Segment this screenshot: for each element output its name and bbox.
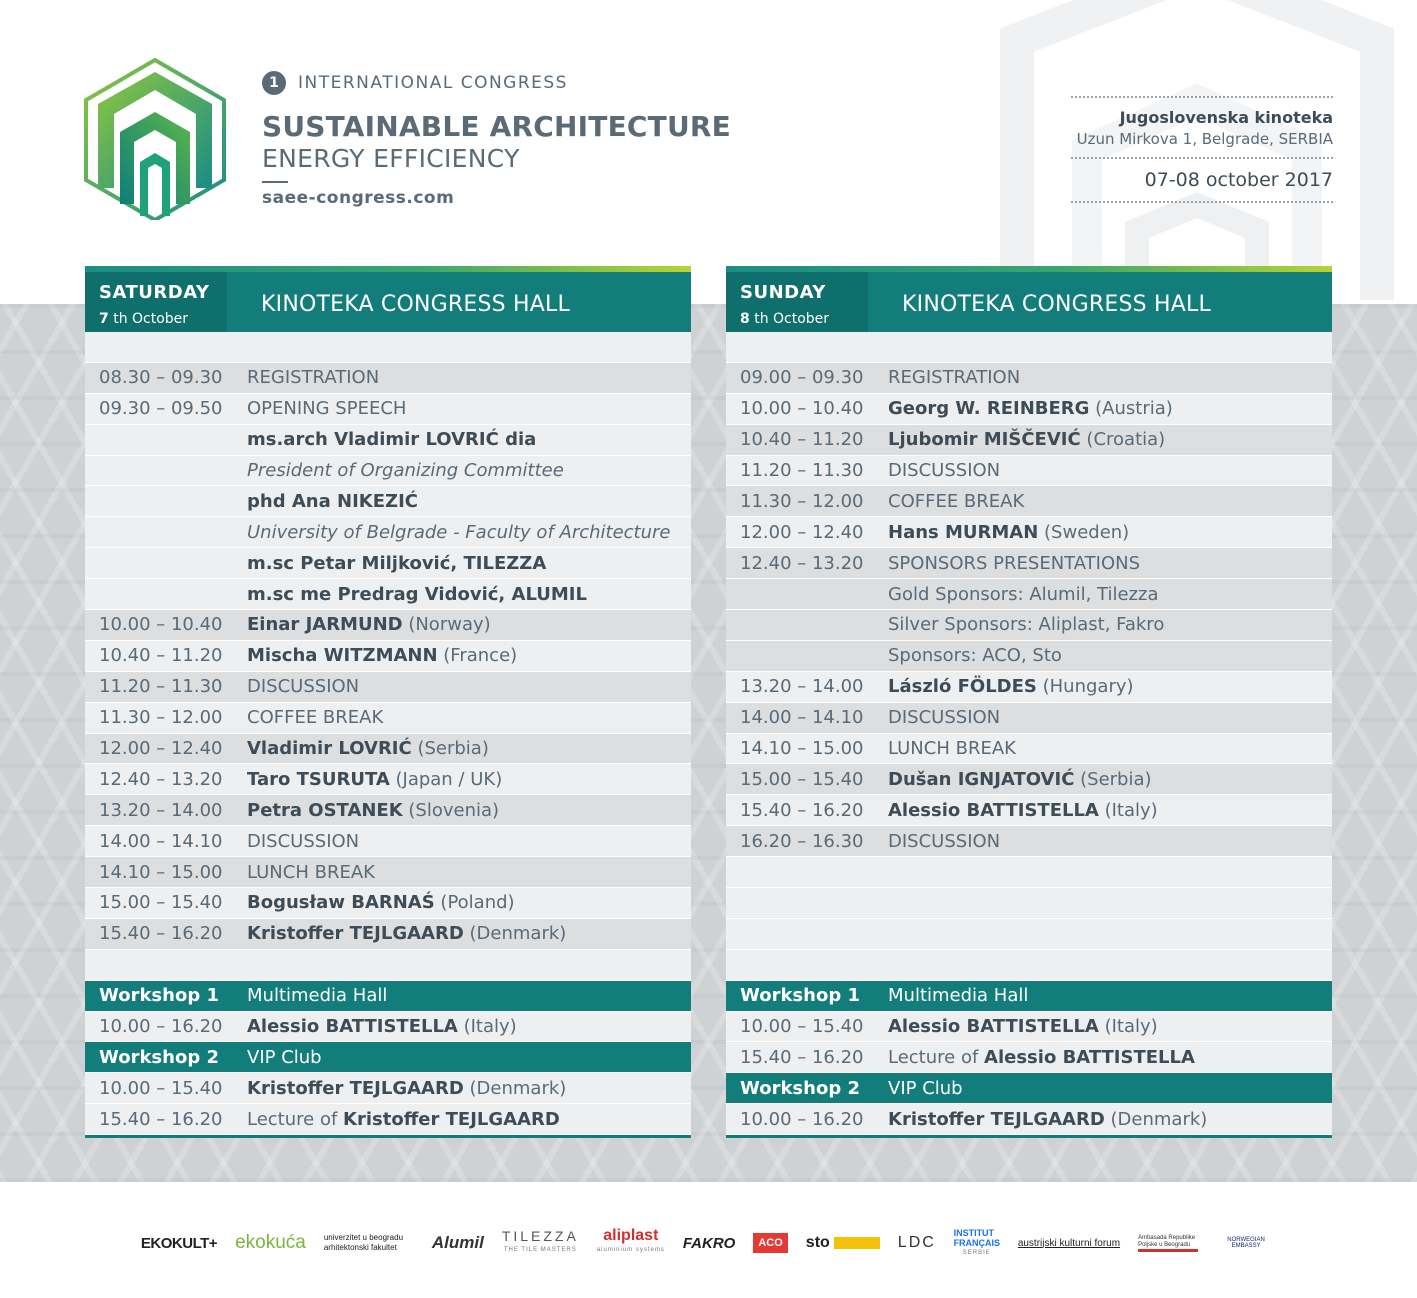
sunday-header xyxy=(726,272,1332,332)
session-row xyxy=(85,456,691,487)
session-row xyxy=(85,363,691,394)
session-row xyxy=(726,1042,1332,1073)
session-content xyxy=(888,831,1332,852)
sponsor-subtitle: aluminium systems xyxy=(596,1247,665,1253)
session-content xyxy=(888,522,1332,543)
session-row xyxy=(85,672,691,703)
session-row xyxy=(85,734,691,765)
session-content xyxy=(247,738,691,759)
day-box xyxy=(85,272,227,332)
speaker-name: ms.arch Vladimir LOVRIĆ dia xyxy=(247,429,537,451)
session-row xyxy=(85,764,691,795)
session-time: 15.00 – 15.40 xyxy=(99,892,223,914)
workshop-hall: VIP Club xyxy=(888,1077,963,1099)
sponsor-name: LDC xyxy=(897,1234,936,1251)
session-title: REGISTRATION xyxy=(247,367,380,389)
workshop-label: Workshop 2 xyxy=(740,1077,860,1099)
session-row xyxy=(726,610,1332,641)
speaker-name: Petra OSTANEK xyxy=(247,799,403,821)
speaker-country: (Poland) xyxy=(434,892,515,914)
speaker-name: Alessio BATTISTELLA xyxy=(888,1016,1099,1038)
session-content xyxy=(888,1016,1332,1037)
session-row xyxy=(85,857,691,888)
sponsor-name: aliplast xyxy=(603,1227,659,1244)
session-content xyxy=(888,1047,1332,1068)
session-content xyxy=(247,584,691,605)
session-title: Gold Sponsors: Alumil, Tilezza xyxy=(888,583,1159,605)
session-time: 10.40 – 11.20 xyxy=(740,429,864,451)
empty-row xyxy=(726,888,1332,919)
sponsor-name: univerzitet u beogradu arhitektonski fakultet xyxy=(323,1233,404,1252)
session-content xyxy=(888,429,1332,450)
empty-row xyxy=(726,857,1332,888)
session-title: REGISTRATION xyxy=(888,367,1021,389)
session-time: 10.00 – 15.40 xyxy=(99,1077,223,1099)
session-time: 15.40 – 16.20 xyxy=(740,799,864,821)
speaker-name: m.sc Petar Miljković, TILEZZA xyxy=(247,552,547,574)
saturday-rows xyxy=(85,332,691,1135)
sponsor-name: sto xyxy=(805,1234,830,1251)
hall-name: KINOTEKA CONGRESS HALL xyxy=(261,292,570,317)
session-time: 16.20 – 16.30 xyxy=(740,830,864,852)
session-row xyxy=(85,888,691,919)
session-time: 15.40 – 16.20 xyxy=(740,1046,864,1068)
session-time: 10.00 – 15.40 xyxy=(740,1016,864,1038)
sponsor-subtitle: THE TILE MASTERS xyxy=(503,1247,577,1253)
session-title: DISCUSSION xyxy=(247,676,360,698)
session-title: LUNCH BREAK xyxy=(888,738,1016,760)
speaker-name: Alessio BATTISTELLA xyxy=(247,1016,458,1038)
workshop-label: Workshop 1 xyxy=(740,985,860,1007)
session-prefix: Lecture of xyxy=(247,1108,344,1130)
session-time: 09.00 – 09.30 xyxy=(740,367,864,389)
speaker-name: Alessio BATTISTELLA xyxy=(888,799,1099,821)
session-title: DISCUSSION xyxy=(888,830,1001,852)
workshop-hall: Multimedia Hall xyxy=(247,985,388,1007)
session-time: 12.40 – 13.20 xyxy=(740,552,864,574)
session-content xyxy=(888,398,1332,419)
speaker-country: (Japan / UK) xyxy=(389,768,503,790)
congress-label: INTERNATIONAL CONGRESS xyxy=(298,73,568,93)
session-time: 09.30 – 09.50 xyxy=(99,398,223,420)
workshop-label: Workshop 2 xyxy=(99,1046,219,1068)
sponsor-name: ekokuća xyxy=(235,1232,306,1253)
session-time: 08.30 – 09.30 xyxy=(99,367,223,389)
session-row xyxy=(85,394,691,425)
session-row xyxy=(85,1104,691,1135)
sponsor-name: NORWEGIAN EMBASSY xyxy=(1227,1237,1265,1249)
session-time: 11.20 – 11.30 xyxy=(99,676,223,698)
session-title: COFFEE BREAK xyxy=(247,707,384,729)
session-row xyxy=(85,548,691,579)
sponsor-name: TILEZZA xyxy=(501,1228,579,1244)
sponsor-logo-tilezza[interactable] xyxy=(502,1229,579,1257)
session-content xyxy=(888,491,1332,512)
session-row xyxy=(726,641,1332,672)
workshop-header xyxy=(726,1073,1332,1104)
session-row xyxy=(726,734,1332,765)
sponsor-name: ACO xyxy=(758,1237,783,1249)
speaker-country: (Denmark) xyxy=(1104,1108,1208,1130)
session-content xyxy=(247,429,691,450)
venue-info xyxy=(1071,96,1333,203)
speaker-country: (Denmark) xyxy=(463,1077,567,1099)
speaker-country: (Slovenia) xyxy=(402,799,500,821)
speaker-role: University of Belgrade - Faculty of Architecture xyxy=(247,521,671,543)
session-time: 14.00 – 14.10 xyxy=(99,830,223,852)
session-row xyxy=(726,703,1332,734)
speaker-country: (Denmark) xyxy=(463,923,567,945)
session-content xyxy=(247,1016,691,1037)
session-content xyxy=(247,460,691,481)
session-content xyxy=(247,892,691,913)
sponsor-logos xyxy=(0,1182,1417,1298)
session-row xyxy=(726,363,1332,394)
session-row xyxy=(85,641,691,672)
speaker-country: (Hungary) xyxy=(1036,676,1134,698)
sunday-program xyxy=(726,266,1332,1138)
workshop-label: Workshop 1 xyxy=(99,985,219,1007)
session-title: Silver Sponsors: Aliplast, Fakro xyxy=(888,614,1165,636)
session-time: 15.40 – 16.20 xyxy=(99,1108,223,1130)
session-row xyxy=(726,579,1332,610)
day-name: SATURDAY xyxy=(99,282,210,303)
session-content xyxy=(247,1109,691,1130)
session-time: 15.40 – 16.20 xyxy=(99,923,223,945)
speaker-name: Taro TSURUTA xyxy=(247,768,390,790)
title-line-2: ENERGY EFFICIENCY xyxy=(262,144,520,173)
sponsor-name: INSTITUT FRANÇAIS xyxy=(953,1228,1001,1248)
session-row xyxy=(85,579,691,610)
session-content xyxy=(888,614,1332,635)
saturday-header xyxy=(85,272,691,332)
speaker-country: (Austria) xyxy=(1089,398,1173,420)
speaker-name: phd Ana NIKEZIĆ xyxy=(247,490,418,512)
session-time: 10.40 – 11.20 xyxy=(99,645,223,667)
sponsor-logo-sto[interactable] xyxy=(805,1234,880,1251)
workshop-hall: Multimedia Hall xyxy=(888,985,1029,1007)
session-title: OPENING SPEECH xyxy=(247,398,407,420)
session-content xyxy=(247,614,691,635)
divider xyxy=(1071,157,1333,159)
session-row xyxy=(85,486,691,517)
session-row xyxy=(85,795,691,826)
session-prefix: Lecture of xyxy=(888,1046,985,1068)
session-content xyxy=(888,645,1332,666)
day-date: 8 th October xyxy=(740,311,830,327)
session-row xyxy=(85,610,691,641)
sponsor-logo-aliplast[interactable] xyxy=(597,1229,665,1257)
session-row xyxy=(85,919,691,950)
speaker-country: (Italy) xyxy=(1098,799,1158,821)
session-time: 11.30 – 12.00 xyxy=(740,490,864,512)
sponsor-name: EKOKULT+ xyxy=(140,1234,218,1252)
session-row xyxy=(726,425,1332,456)
session-content xyxy=(888,707,1332,728)
speaker-name: Einar JARMUND xyxy=(247,614,403,636)
session-title: DISCUSSION xyxy=(247,830,360,852)
session-content xyxy=(247,553,691,574)
session-time: 10.00 – 10.40 xyxy=(99,614,223,636)
speaker-country: (Serbia) xyxy=(411,738,489,760)
session-row xyxy=(85,826,691,857)
speaker-name: Alessio BATTISTELLA xyxy=(984,1046,1195,1068)
session-time: 15.00 – 15.40 xyxy=(740,768,864,790)
session-content xyxy=(247,923,691,944)
sponsor-logo-alumil[interactable] xyxy=(432,1233,484,1253)
title-line-1: SUSTAINABLE ARCHITECTURE xyxy=(262,110,731,143)
session-content xyxy=(247,769,691,790)
speaker-name: Hans MURMAN xyxy=(888,521,1039,543)
session-content xyxy=(247,645,691,666)
session-row xyxy=(726,795,1332,826)
workshop-header xyxy=(726,981,1332,1012)
speaker-name: Kristoffer TEJLGAARD xyxy=(247,1077,464,1099)
session-time: 12.40 – 13.20 xyxy=(99,768,223,790)
session-row xyxy=(726,548,1332,579)
speaker-name: Kristoffer TEJLGAARD xyxy=(888,1108,1105,1130)
session-content xyxy=(247,862,691,883)
speaker-name: Kristoffer TEJLGAARD xyxy=(343,1108,560,1130)
sponsor-name: Alumil xyxy=(431,1233,484,1252)
session-time: 14.00 – 14.10 xyxy=(740,707,864,729)
session-content xyxy=(888,769,1332,790)
session-row xyxy=(726,456,1332,487)
session-content xyxy=(247,491,691,512)
sponsor-subtitle: SERBIE xyxy=(962,1250,991,1256)
workshop-header xyxy=(85,981,691,1012)
sponsor-logo-arh[interactable] xyxy=(324,1233,414,1253)
speaker-name: Georg W. REINBERG xyxy=(888,398,1090,420)
session-time: 14.10 – 15.00 xyxy=(99,861,223,883)
session-time: 11.20 – 11.30 xyxy=(740,460,864,481)
session-content xyxy=(247,707,691,728)
session-content xyxy=(247,676,691,697)
session-content xyxy=(247,367,691,388)
session-content xyxy=(247,1078,691,1099)
hall-name: KINOTEKA CONGRESS HALL xyxy=(902,292,1211,317)
session-time: 14.10 – 15.00 xyxy=(740,738,864,760)
spacer-row xyxy=(726,332,1332,363)
day-name: SUNDAY xyxy=(740,282,826,303)
workshop-hall: VIP Club xyxy=(247,1046,322,1068)
website-link[interactable]: saee-congress.com xyxy=(262,188,455,208)
session-time: 10.00 – 10.40 xyxy=(740,398,864,420)
congress-line xyxy=(262,70,568,96)
workshop-header xyxy=(85,1042,691,1073)
session-time: 10.00 – 16.20 xyxy=(740,1108,864,1130)
session-row xyxy=(726,1104,1332,1135)
empty-row xyxy=(726,919,1332,950)
speaker-role: President of Organizing Committee xyxy=(247,460,564,481)
sponsor-logo-fakro[interactable] xyxy=(683,1235,736,1252)
session-title: Sponsors: ACO, Sto xyxy=(888,645,1062,667)
session-title: SPONSORS PRESENTATIONS xyxy=(888,552,1141,574)
venue-name: Jugoslovenska kinoteka xyxy=(1119,108,1333,127)
sponsor-logo-ekokuca[interactable] xyxy=(235,1232,306,1254)
spacer-row xyxy=(85,950,691,981)
session-title: DISCUSSION xyxy=(888,460,1001,481)
saturday-program xyxy=(85,266,691,1138)
session-content xyxy=(247,522,691,543)
congress-number-badge: 1 xyxy=(262,71,286,95)
session-row xyxy=(726,764,1332,795)
title-divider xyxy=(262,181,288,183)
session-content xyxy=(247,800,691,821)
session-row xyxy=(726,1012,1332,1043)
speaker-name: m.sc me Predrag Vidović, ALUMIL xyxy=(247,583,587,605)
session-row xyxy=(85,425,691,456)
congress-dates: 07-08 october 2017 xyxy=(1144,169,1333,191)
session-content xyxy=(247,398,691,419)
session-content xyxy=(888,553,1332,574)
session-row xyxy=(726,826,1332,857)
speaker-name: Bogusław BARNAŚ xyxy=(247,892,435,914)
session-time: 11.30 – 12.00 xyxy=(99,707,223,729)
session-title: DISCUSSION xyxy=(888,707,1001,729)
session-row xyxy=(726,394,1332,425)
sponsor-logo-ekokult[interactable] xyxy=(141,1235,217,1252)
congress-logo xyxy=(84,58,226,220)
session-content xyxy=(247,831,691,852)
spacer-row xyxy=(726,950,1332,981)
session-content xyxy=(888,800,1332,821)
sponsor-name: Ambasada Republike Poljske u Beogradu xyxy=(1138,1234,1196,1248)
speaker-country: (Italy) xyxy=(1098,1016,1158,1038)
day-box xyxy=(726,272,868,332)
speaker-name: László FÖLDES xyxy=(888,676,1037,698)
session-title: LUNCH BREAK xyxy=(247,861,375,883)
session-content xyxy=(888,1109,1332,1130)
sponsor-logo-forum[interactable] xyxy=(1018,1238,1120,1249)
session-content xyxy=(888,460,1332,481)
session-row xyxy=(726,486,1332,517)
session-content xyxy=(888,367,1332,388)
session-time: 13.20 – 14.00 xyxy=(99,799,223,821)
sponsor-logo-ldc[interactable] xyxy=(898,1234,936,1252)
sponsor-logo-institut[interactable] xyxy=(954,1228,1000,1258)
session-title: COFFEE BREAK xyxy=(888,490,1025,512)
session-row xyxy=(85,1073,691,1104)
speaker-country: (Serbia) xyxy=(1074,768,1152,790)
sponsor-logo-aco[interactable] xyxy=(753,1233,787,1253)
speaker-country: (Italy) xyxy=(457,1016,517,1038)
session-content xyxy=(888,676,1332,697)
session-time: 13.20 – 14.00 xyxy=(740,676,864,698)
session-row xyxy=(85,517,691,548)
session-row xyxy=(726,672,1332,703)
session-row xyxy=(85,703,691,734)
speaker-country: (Sweden) xyxy=(1038,521,1130,543)
speaker-name: Dušan IGNJATOVIĆ xyxy=(888,768,1075,790)
session-content xyxy=(888,584,1332,605)
speaker-name: Vladimir LOVRIĆ xyxy=(247,738,412,760)
venue-address: Uzun Mirkova 1, Belgrade, SERBIA xyxy=(1076,130,1333,148)
day-date: 7 th October xyxy=(99,311,189,327)
divider xyxy=(1071,201,1333,203)
speaker-country: (Norway) xyxy=(402,614,491,636)
sponsor-name: austrijski kulturni forum xyxy=(1017,1237,1121,1249)
sponsor-logo-poland[interactable] xyxy=(1138,1235,1198,1252)
speaker-country: (Croatia) xyxy=(1080,429,1166,451)
sponsor-name: FAKRO xyxy=(682,1234,736,1252)
session-content xyxy=(888,738,1332,759)
speaker-name: Kristoffer TEJLGAARD xyxy=(247,923,464,945)
divider xyxy=(1071,96,1333,98)
speaker-name: Ljubomir MIŠČEVIĆ xyxy=(888,429,1081,451)
speaker-country: (France) xyxy=(437,645,518,667)
spacer-row xyxy=(85,332,691,363)
session-time: 10.00 – 16.20 xyxy=(99,1016,223,1038)
session-row xyxy=(85,1012,691,1043)
session-row xyxy=(726,517,1332,548)
session-time: 12.00 – 12.40 xyxy=(740,521,864,543)
sunday-rows xyxy=(726,332,1332,1135)
sponsor-logo-norway[interactable] xyxy=(1216,1237,1276,1249)
session-time: 12.00 – 12.40 xyxy=(99,738,223,760)
speaker-name: Mischa WITZMANN xyxy=(247,645,438,667)
